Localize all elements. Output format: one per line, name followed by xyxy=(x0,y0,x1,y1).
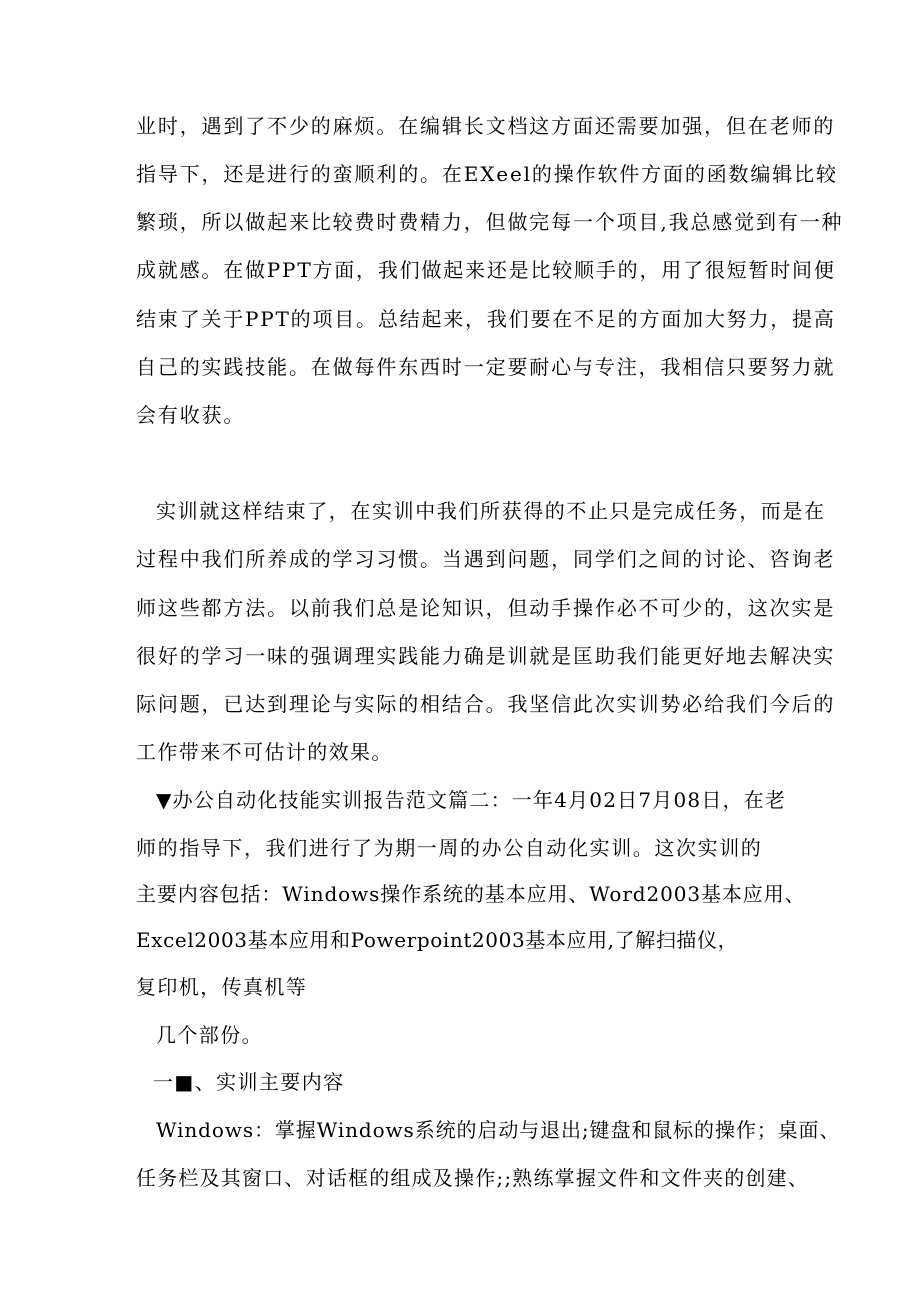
text-line: 业时，遇到了不少的麻烦。在编辑长文档这方面还需要加强，但在老师的 xyxy=(136,114,836,138)
section-heading-line: ▼办公自动化技能实训报告范文篇二：一年4月02日7月08日，在老 xyxy=(156,788,787,812)
text-line: 指导下，还是进行的蛮顺利的。在EXeel的操作软件方面的函数编辑比较 xyxy=(136,162,838,186)
text-line: 际问题，已达到理论与实际的相结合。我坚信此次实训势必给我们今后的 xyxy=(136,692,836,716)
text-line: 成就感。在做PPT方面，我们做起来还是比较顺手的，用了很短暂时间便 xyxy=(136,258,836,282)
text-line: 复印机，传真机等 xyxy=(136,975,308,999)
paragraph-first-line: 实训就这样结束了，在实训中我们所获得的不止只是完成任务，而是在 xyxy=(156,499,826,523)
subsection-heading: 一■、实训主要内容 xyxy=(153,1070,345,1094)
text-line: 几个部份。 xyxy=(156,1023,263,1047)
text-line: Excel2003基本应用和Powerpoint2003基本应用,了解扫描仪， xyxy=(136,928,739,952)
text-line: 繁琐，所以做起来比较费时费精力，但做完每一个项目,我总感觉到有一种 xyxy=(136,210,844,234)
text-line: 工作带来不可估计的效果。 xyxy=(136,740,393,764)
text-line: 自己的实践技能。在做每件东西时一定要耐心与专注，我相信只要努力就 xyxy=(136,355,836,379)
text-line: 过程中我们所养成的学习习惯。当遇到问题，同学们之间的讨论、咨询老 xyxy=(136,547,836,571)
text-line: 主要内容包括：Windows操作系统的基本应用、Word2003基本应用、 xyxy=(136,882,806,906)
text-line: 结束了关于PPT的项目。总结起来，我们要在不足的方面加大努力，提高 xyxy=(136,307,836,331)
paragraph-first-line: Windows：掌握Windows系统的启动与退出;键盘和鼠标的操作；桌面、 xyxy=(156,1118,841,1142)
text-line: 很好的学习一味的强调理实践能力确是训就是匡助我们能更好地去解决实 xyxy=(136,644,836,668)
text-line: 师的指导下，我们进行了为期一周的办公自动化实训。这次实训的 xyxy=(136,836,763,860)
text-line: 会有收获。 xyxy=(136,403,246,427)
text-line: 师这些都方法。以前我们总是论知识，但动手操作必不可少的，这次实是 xyxy=(136,596,836,620)
text-line: 任务栏及其窗口、对话框的组成及操作;;熟练掌握文件和文件夹的创建、 xyxy=(136,1166,810,1190)
